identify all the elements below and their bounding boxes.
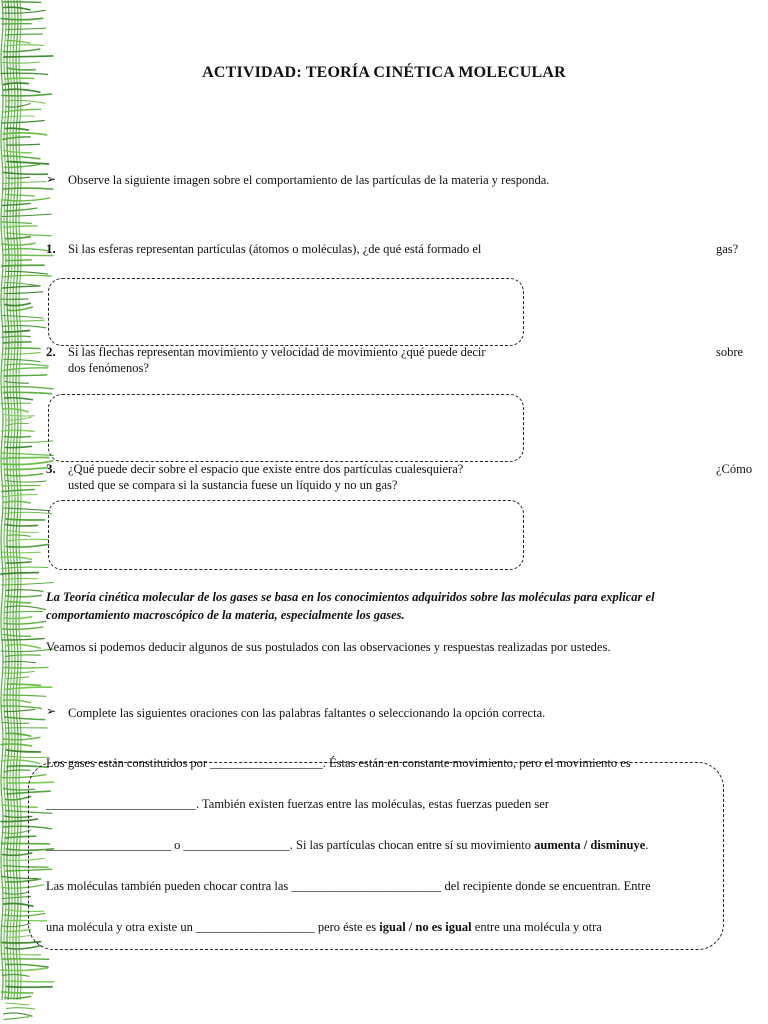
bullet-arrow-icon: ➢ xyxy=(46,704,57,718)
option-igual-no-es-igual[interactable]: igual / no es igual xyxy=(379,920,472,934)
page-title: ACTIVIDAD: TEORÍA CINÉTICA MOLECULAR xyxy=(202,64,566,81)
deduce-text: Veamos si podemos deducir algunos de sus postulados con las observaciones y respuestas realizadas por ustedes. xyxy=(46,640,611,654)
fill-line-5-end: entre una molécula y otra xyxy=(471,920,602,934)
answer-box-3[interactable] xyxy=(48,500,524,570)
question-2-text: Si las flechas representan movimiento y velocidad de movimiento ¿qué puede decir xyxy=(68,345,486,359)
question-1-number: 1. xyxy=(46,241,56,256)
question-2-number: 2. xyxy=(46,344,56,359)
fill-line-5-text: una molécula y otra existe un ___________________ pero éste es xyxy=(46,920,380,934)
question-3-number: 3. xyxy=(46,461,56,476)
question-3-text-continued: usted que se compara si la sustancia fuese un líquido y no un gas? xyxy=(68,478,398,492)
fill-line-4-text: Las moléculas también pueden chocar contra las ________________________ del recipiente donde se encuentran. Entre xyxy=(46,879,651,893)
answer-box-1[interactable] xyxy=(48,278,524,346)
question-1-text: Si las esferas representan partículas (átomos o moléculas), ¿de qué está formado el xyxy=(68,242,482,256)
question-2-text-continued: dos fenómenos? xyxy=(68,361,149,375)
question-3-text-end: ¿Cómo xyxy=(716,462,753,476)
fill-line-2-text: ________________________. También existen fuerzas entre las moléculas, estas fuerzas pueden ser xyxy=(46,797,549,811)
option-aumenta-disminuye[interactable]: aumenta / disminuye xyxy=(534,838,646,852)
instruction-observe: Observe la siguiente imagen sobre el comportamiento de las partículas de la materia y responda. xyxy=(68,173,550,187)
fill-line-5[interactable] xyxy=(46,920,602,935)
theory-statement: La Teoría cinética molecular de los gases se basa en los conocimientos adquiridos sobre las moléculas para explicar el comportamiento macroscópico de la materia, especialmente los gases. xyxy=(46,590,655,622)
instruction-complete: Complete las siguientes oraciones con las palabras faltantes o seleccionando la opción correcta. xyxy=(68,706,546,720)
question-3-text: ¿Qué puede decir sobre el espacio que existe entre dos partículas cualesquiera? xyxy=(68,462,464,476)
answer-box-2[interactable] xyxy=(48,394,524,462)
fill-line-4[interactable] xyxy=(46,879,651,894)
fill-line-1[interactable] xyxy=(46,756,631,771)
fill-line-3-end: . xyxy=(645,838,649,852)
fill-line-2[interactable] xyxy=(46,797,549,812)
bullet-arrow-icon: ➢ xyxy=(46,172,57,186)
question-2-text-end: sobre xyxy=(716,345,744,359)
fill-line-3-text: ____________________ o _________________. Si las partículas chocan entre sí su movimiento xyxy=(46,838,535,852)
question-1-text-end: gas? xyxy=(716,242,739,256)
fill-line-3[interactable] xyxy=(46,838,648,853)
fill-line-1-text: Los gases están constituidos por __________________. Éstas están en constante movimiento, pero el movimiento es xyxy=(46,756,631,770)
